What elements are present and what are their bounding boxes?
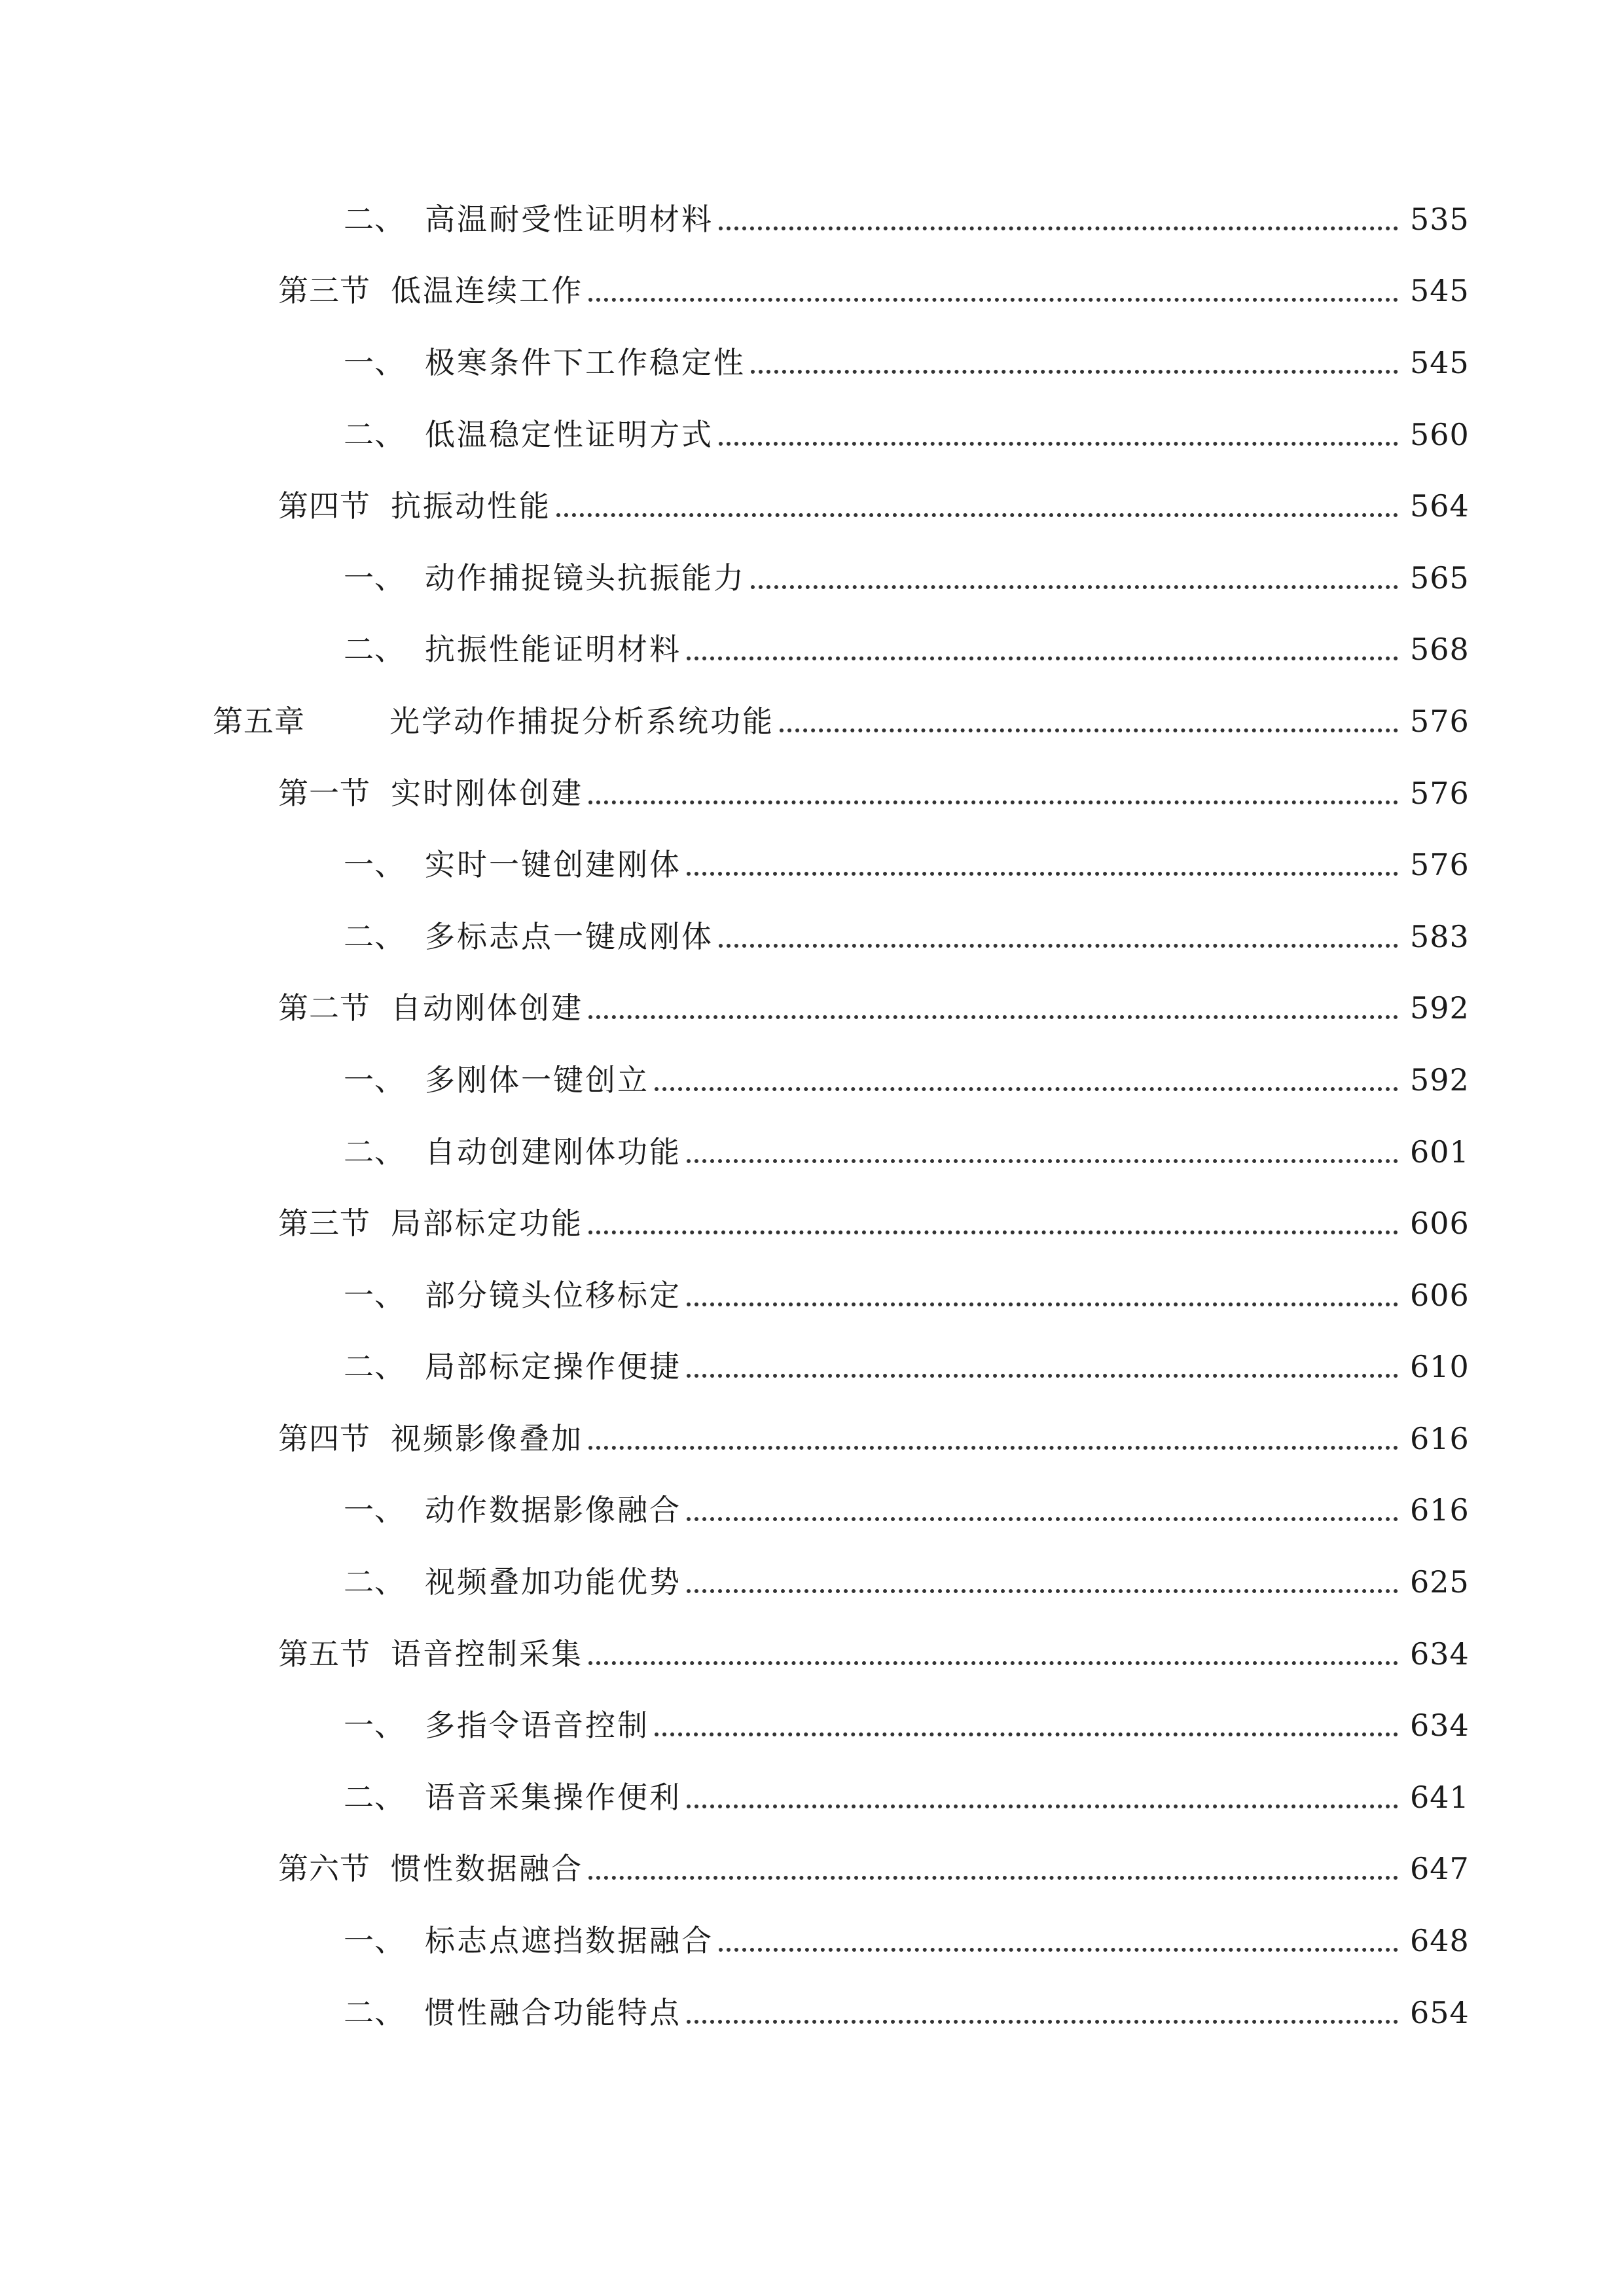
dot-leader: [719, 922, 1398, 952]
toc-entry[interactable]: [0, 1761, 1624, 1833]
entry-heading: [344, 634, 681, 664]
entry-heading: [278, 491, 551, 521]
page-number: 648: [1410, 1923, 1470, 1959]
entry-title: 视频影像叠加: [391, 1423, 583, 1454]
page-number: 535: [1410, 201, 1470, 237]
entry-number: 一、: [344, 1064, 405, 1095]
entry-number: 二、: [344, 1997, 405, 2028]
page-number: 560: [1410, 416, 1470, 452]
entry-title: 实时刚体创建: [391, 778, 583, 808]
entry-number: 二、: [344, 1567, 405, 1598]
entry-heading: [278, 1208, 583, 1238]
dot-leader: [687, 1998, 1398, 2028]
entry-number: 第五章: [213, 706, 305, 736]
toc-entry[interactable]: [0, 1833, 1624, 1905]
toc-entry[interactable]: [0, 757, 1624, 829]
entry-heading: [278, 778, 583, 808]
entry-number: 一、: [344, 1926, 405, 1956]
dot-leader: [719, 420, 1398, 450]
dot-leader: [588, 778, 1398, 808]
entry-number: 第四节: [278, 491, 370, 522]
page-number: 647: [1410, 1851, 1470, 1887]
page-number: 616: [1410, 1492, 1470, 1528]
dot-leader: [687, 1567, 1398, 1597]
page-number: 545: [1410, 273, 1470, 309]
page-number: 576: [1410, 703, 1470, 739]
entry-title: 多刚体一键创立: [425, 1064, 649, 1095]
toc-entry[interactable]: [0, 1116, 1624, 1188]
entry-number: 一、: [344, 850, 405, 880]
toc-entry[interactable]: [0, 1403, 1624, 1475]
toc-entry[interactable]: [0, 542, 1624, 614]
entry-number: 二、: [344, 204, 405, 234]
page-number: 592: [1410, 1062, 1470, 1098]
dot-leader: [588, 1424, 1398, 1454]
entry-title: 抗振性能证明材料: [425, 634, 681, 665]
entry-heading: [344, 420, 713, 450]
page-number: 606: [1410, 1277, 1470, 1313]
entry-number: 二、: [344, 634, 405, 665]
entry-number: 二、: [344, 1136, 405, 1167]
page-number: 641: [1410, 1779, 1470, 1815]
page-number: 634: [1410, 1636, 1470, 1672]
entry-title: 惯性融合功能特点: [425, 1997, 681, 2028]
entry-title: 多标志点一键成刚体: [425, 921, 713, 952]
entry-number: 第一节: [278, 778, 370, 808]
entry-heading: [344, 1926, 713, 1956]
entry-title: 语音控制采集: [391, 1638, 583, 1669]
entry-title: 惯性数据融合: [391, 1854, 583, 1884]
entry-number: 一、: [344, 562, 405, 593]
entry-title: 多指令语音控制: [425, 1710, 649, 1741]
entry-number: 第三节: [278, 1208, 370, 1239]
toc-entry[interactable]: [0, 470, 1624, 542]
page-number: 545: [1410, 344, 1470, 380]
toc-entry[interactable]: [0, 399, 1624, 471]
dot-leader: [719, 204, 1398, 234]
entry-number: 二、: [344, 1352, 405, 1382]
dot-leader: [687, 850, 1398, 880]
entry-heading: [278, 276, 583, 306]
entry-title: 自动创建刚体功能: [425, 1136, 681, 1167]
page-number: 583: [1410, 918, 1470, 954]
toc-entry[interactable]: [0, 829, 1624, 901]
entry-number: 二、: [344, 419, 405, 450]
dot-leader: [751, 348, 1398, 378]
toc-entry[interactable]: [0, 901, 1624, 973]
entry-heading: [278, 1639, 583, 1669]
entry-heading: [278, 993, 583, 1023]
toc-entry[interactable]: [0, 1259, 1624, 1331]
page-number: 610: [1410, 1349, 1470, 1385]
entry-title: 动作数据影像融合: [425, 1495, 681, 1526]
entry-heading: [344, 922, 713, 952]
entry-heading: [344, 1280, 681, 1310]
entry-heading: [278, 1424, 583, 1454]
entry-title: 光学动作捕捉分析系统功能: [389, 706, 774, 736]
entry-number: 第五节: [278, 1638, 370, 1669]
page-number: 606: [1410, 1206, 1470, 1242]
page-number: 592: [1410, 990, 1470, 1026]
entry-number: 二、: [344, 1782, 405, 1812]
toc-entry[interactable]: [0, 685, 1624, 757]
entry-heading: [344, 1998, 681, 2028]
page-number: 654: [1410, 1994, 1470, 2030]
entry-heading: [344, 348, 746, 378]
entry-title: 高温耐受性证明材料: [425, 204, 713, 234]
entry-heading: [344, 1567, 681, 1597]
entry-title: 自动刚体创建: [391, 993, 583, 1024]
dot-leader: [655, 1710, 1398, 1740]
toc-entry[interactable]: [0, 1618, 1624, 1690]
entry-title: 实时一键创建刚体: [425, 850, 681, 880]
page-number: 564: [1410, 488, 1470, 524]
entry-heading: [213, 706, 774, 736]
dot-leader: [687, 1782, 1398, 1812]
toc-entry[interactable]: [0, 327, 1624, 399]
dot-leader: [780, 706, 1398, 736]
entry-title: 抗振动性能: [391, 491, 551, 522]
entry-title: 低温连续工作: [391, 276, 583, 306]
dot-leader: [588, 1639, 1398, 1669]
toc-entry[interactable]: [0, 255, 1624, 327]
toc-entry[interactable]: [0, 1044, 1624, 1116]
entry-heading: [344, 563, 746, 593]
entry-heading: [344, 204, 713, 234]
entry-title: 语音采集操作便利: [425, 1782, 681, 1812]
dot-leader: [556, 491, 1398, 521]
toc-entry[interactable]: [0, 1689, 1624, 1761]
entry-heading: [344, 1137, 681, 1167]
entry-title: 动作捕捉镜头抗振能力: [425, 562, 746, 593]
entry-title: 局部标定功能: [391, 1208, 583, 1239]
entry-number: 第四节: [278, 1423, 370, 1454]
dot-leader: [588, 1854, 1398, 1884]
toc-entry[interactable]: [0, 614, 1624, 686]
entry-heading: [344, 1495, 681, 1525]
entry-title: 局部标定操作便捷: [425, 1352, 681, 1382]
page-number: 634: [1410, 1708, 1470, 1744]
dot-leader: [751, 563, 1398, 593]
toc-entry[interactable]: [0, 1331, 1624, 1403]
entry-number: 一、: [344, 1280, 405, 1310]
entry-number: 一、: [344, 347, 405, 378]
toc-entry[interactable]: [0, 1546, 1624, 1618]
dot-leader: [687, 1280, 1398, 1310]
dot-leader: [588, 1208, 1398, 1238]
table-of-contents: [0, 183, 1624, 2048]
entry-number: 二、: [344, 921, 405, 952]
entry-heading: [344, 1710, 649, 1740]
toc-entry[interactable]: [0, 1905, 1624, 1977]
entry-heading: [344, 1352, 681, 1382]
dot-leader: [687, 1137, 1398, 1167]
entry-number: 第六节: [278, 1854, 370, 1884]
entry-number: 第三节: [278, 276, 370, 306]
toc-entry[interactable]: [0, 973, 1624, 1045]
entry-heading: [278, 1854, 583, 1884]
entry-heading: [344, 1782, 681, 1812]
page-number: 576: [1410, 775, 1470, 811]
page-number: 568: [1410, 632, 1470, 668]
toc-entry[interactable]: [0, 1187, 1624, 1259]
entry-title: 视频叠加功能优势: [425, 1567, 681, 1598]
page-number: 601: [1410, 1134, 1470, 1170]
entry-title: 极寒条件下工作稳定性: [425, 347, 746, 378]
entry-number: 一、: [344, 1495, 405, 1526]
dot-leader: [687, 1352, 1398, 1382]
dot-leader: [719, 1926, 1398, 1956]
entry-title: 标志点遮挡数据融合: [425, 1926, 713, 1956]
page-number: 616: [1410, 1420, 1470, 1456]
page-number: 565: [1410, 560, 1470, 596]
toc-entry[interactable]: [0, 1475, 1624, 1547]
page-number: 576: [1410, 847, 1470, 883]
entry-number: 一、: [344, 1710, 405, 1741]
entry-heading: [344, 1065, 649, 1095]
dot-leader: [588, 993, 1398, 1023]
toc-entry[interactable]: [0, 183, 1624, 255]
entry-heading: [344, 850, 681, 880]
entry-title: 部分镜头位移标定: [425, 1280, 681, 1310]
page-number: 625: [1410, 1564, 1470, 1600]
entry-number: 第二节: [278, 993, 370, 1024]
dot-leader: [687, 1495, 1398, 1525]
toc-entry[interactable]: [0, 1977, 1624, 2049]
dot-leader: [588, 276, 1398, 306]
dot-leader: [687, 634, 1398, 664]
dot-leader: [655, 1065, 1398, 1095]
entry-title: 低温稳定性证明方式: [425, 419, 713, 450]
